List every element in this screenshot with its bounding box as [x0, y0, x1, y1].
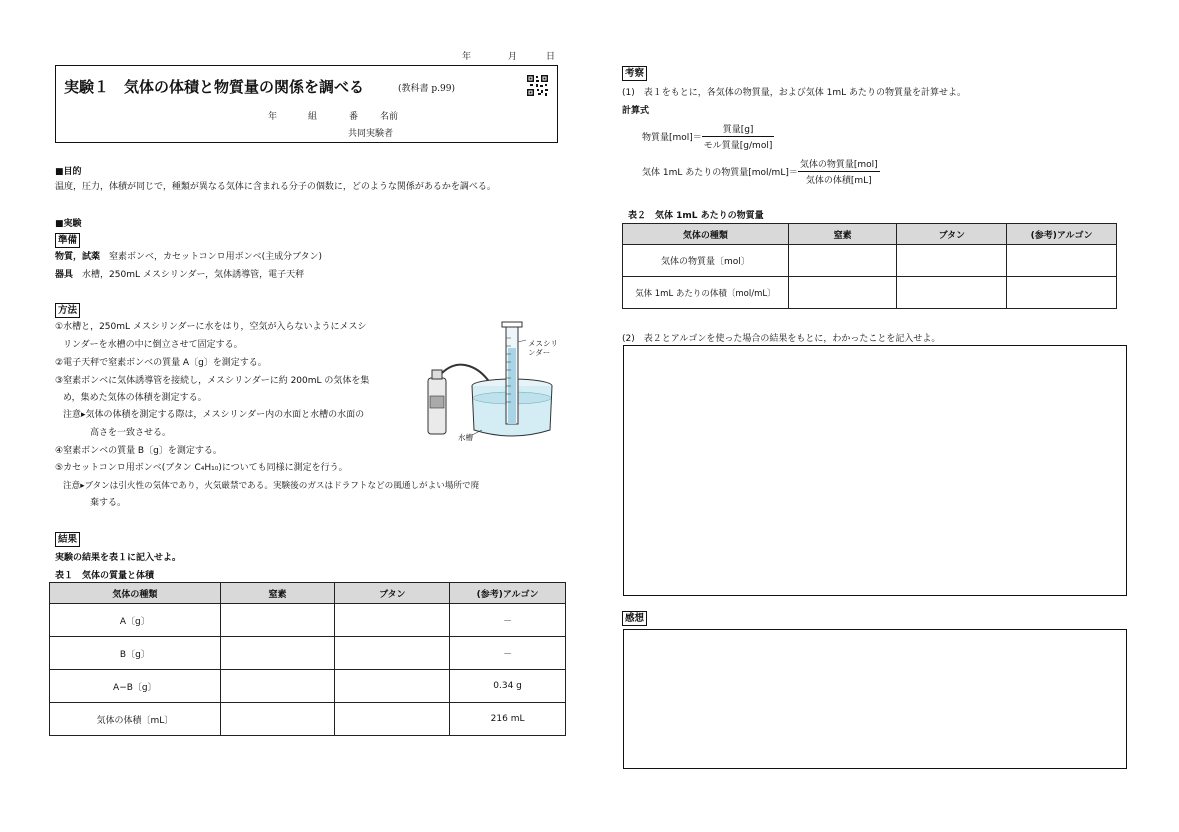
row-label: 気体の体積〔mL〕 [50, 703, 221, 736]
formula-1-numerator: 質量[g] [702, 122, 775, 137]
materials-line [55, 251, 565, 263]
step-line: ④窒素ボンベの質量 B〔g〕を測定する。 [55, 446, 222, 456]
apparatus-figure [420, 318, 560, 444]
table-cell[interactable] [1007, 277, 1117, 309]
formula-1 [642, 122, 774, 151]
impressions-label: 感想 [622, 611, 647, 626]
table-cell[interactable] [220, 604, 335, 637]
step-line: 注意▸ブタンは引火性の気体であり，火気厳禁である。実験後のガスはドラフトなどの風通しがよい場所で廃 [63, 481, 480, 491]
partners-label: 共同実験者 [348, 129, 394, 139]
page-title: 実験１ 気体の体積と物質量の関係を調べる [64, 78, 365, 96]
table-cell[interactable] [897, 245, 1007, 277]
table-cell[interactable] [788, 277, 897, 309]
step-line: 棄する。 [90, 498, 127, 508]
textbook-ref: (教科書 p.99) [398, 84, 455, 94]
results-instruction: 実験の結果を表１に記入せよ。 [55, 553, 182, 563]
table-cell[interactable] [897, 277, 1007, 309]
table-cell: 216 mL [450, 703, 566, 736]
row-label: B〔g〕 [50, 637, 221, 670]
table-row [50, 670, 566, 703]
formula-2-numerator: 気体の物質量[mol] [798, 157, 880, 172]
qr-code-icon [526, 74, 549, 97]
student-number: 番 [349, 112, 359, 122]
table2 [622, 223, 1117, 309]
materials-label: 物質，試薬 [55, 252, 101, 262]
row-label: 気体の物質量〔mol〕 [623, 245, 789, 277]
table1-title: 表１ 気体の質量と体積 [55, 571, 155, 581]
tank-label: 水槽 [458, 433, 473, 442]
step-line: ⑤カセットコンロ用ボンベ(ブタン C₄H₁₀)についても同様に測定を行う。 [55, 463, 348, 473]
formula-1-denominator: モル質量[g/mol] [703, 141, 773, 151]
table-cell[interactable] [788, 245, 897, 277]
tools-line [55, 269, 565, 281]
question-1: (1) 表１をもとに，各気体の物質量，および気体 1mL あたりの物質量を計算せよ。 [622, 88, 966, 98]
table-cell[interactable] [220, 703, 335, 736]
student-year: 年 [268, 112, 278, 122]
experiment-heading: ■実験 [55, 219, 82, 229]
table1 [49, 582, 566, 736]
table-cell[interactable] [335, 637, 450, 670]
date-day: 日 [546, 52, 556, 62]
tools-text: 水槽，250mL メスシリンダー，気体誘導管，電子天秤 [82, 270, 305, 280]
table2-header: ブタン [897, 224, 1007, 245]
step-line: 注意▸気体の体積を測定する際は，メスシリンダー内の水面と水槽の水面の [63, 410, 365, 420]
method-label: 方法 [55, 303, 80, 318]
purpose-text: 温度，圧力，体積が同じで，種類が異なる気体に含まれる分子の個数に，どのような関係があるかを調べる。 [55, 182, 496, 192]
student-class: 組 [308, 112, 318, 122]
table-cell[interactable] [1007, 245, 1117, 277]
step-line: ①水槽と，250mL メスシリンダーに水をはり，空気が入らないようにメスシ [55, 322, 367, 332]
step-line: リンダーを水槽の中に倒立させて固定する。 [63, 340, 243, 350]
row-label: A〔g〕 [50, 604, 221, 637]
answer-box-2[interactable] [623, 345, 1127, 596]
table1-header: (参考)アルゴン [450, 583, 566, 604]
formula-2-left: 気体 1mL あたりの物質量[mol/mL]＝ [642, 168, 798, 178]
table-cell: － [450, 604, 566, 637]
question-2: (2) 表２とアルゴンを使った場合の結果をもとに，わかったことを記入せよ。 [622, 334, 941, 344]
table-cell[interactable] [335, 604, 450, 637]
step-line: 高さを一致させる。 [90, 428, 172, 438]
table-row [623, 245, 1117, 277]
table-cell: 0.34 g [450, 670, 566, 703]
step-line: ②電子天秤で窒素ボンベの質量 A〔g〕を測定する。 [55, 358, 267, 368]
discussion-label: 考察 [622, 66, 647, 81]
table-cell[interactable] [335, 703, 450, 736]
table1-header: ブタン [335, 583, 450, 604]
impressions-box[interactable] [623, 629, 1127, 769]
table2-header: (参考)アルゴン [1007, 224, 1117, 245]
table-row [50, 703, 566, 736]
step-line: ③窒素ボンベに気体誘導管を接続し，メスシリンダーに約 200mL の気体を集 [55, 376, 370, 386]
row-label: 気体 1mL あたりの体積〔mol/mL〕 [623, 277, 789, 309]
table-row [623, 277, 1117, 309]
table-cell[interactable] [335, 670, 450, 703]
table1-header: 気体の種類 [50, 583, 221, 604]
date-year: 年 [462, 52, 472, 62]
table-cell[interactable] [220, 670, 335, 703]
cylinder-label: メスシリ ンダー [528, 339, 558, 357]
formula-1-left: 物質量[mol]＝ [642, 133, 702, 143]
formula-2 [642, 157, 880, 186]
table2-header: 気体の種類 [623, 224, 789, 245]
tools-label: 器具 [55, 270, 74, 280]
table2-header: 窒素 [788, 224, 897, 245]
row-label: A−B〔g〕 [50, 670, 221, 703]
table-row [50, 637, 566, 670]
materials-text: 窒素ボンベ，カセットコンロ用ボンベ(主成分ブタン) [109, 252, 323, 262]
purpose-heading: ■目的 [55, 167, 82, 177]
prep-label: 準備 [55, 233, 80, 248]
formula-label: 計算式 [622, 106, 650, 116]
formula-2-denominator: 気体の体積[mL] [805, 176, 872, 186]
formula-1-fraction [702, 122, 775, 151]
student-name: 名前 [380, 112, 399, 122]
table-row [50, 604, 566, 637]
date-month: 月 [508, 52, 518, 62]
table1-header: 窒素 [220, 583, 335, 604]
step-line: め，集めた気体の体積を測定する。 [63, 393, 207, 403]
table-cell[interactable] [220, 637, 335, 670]
formula-2-fraction [798, 157, 880, 186]
header-box [55, 65, 558, 143]
table-cell: － [450, 637, 566, 670]
table2-title: 表２ 気体 1mL あたりの物質量 [628, 211, 764, 221]
results-label: 結果 [55, 532, 80, 547]
